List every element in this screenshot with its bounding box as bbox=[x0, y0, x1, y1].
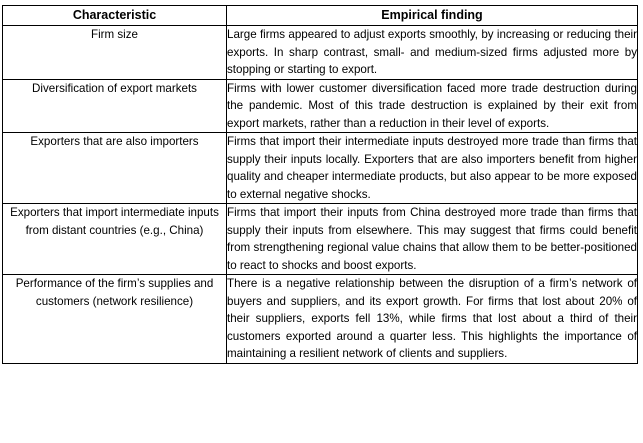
characteristic-cell: Exporters that are also importers bbox=[3, 133, 227, 204]
finding-cell: Large firms appeared to adjust exports smoothly, by increasing or reducing their exports. In sharp contrast, small- and medium-sized firms adjusted more by stopping or starting to export. bbox=[227, 26, 638, 80]
table-row bbox=[3, 79, 638, 133]
table-body bbox=[3, 26, 638, 364]
finding-cell: There is a negative relationship between the disruption of a firm’s network of buyers and suppliers, and its export growth. For firms that lost about 20% of their suppliers, exports fell 13%, while firms that lost about a third of their customers exported around a quarter less. This highlights the importance of maintaining a resilient network of clients and suppliers. bbox=[227, 275, 638, 364]
table-row bbox=[3, 275, 638, 364]
characteristic-cell: Firm size bbox=[3, 26, 227, 80]
header-characteristic: Characteristic bbox=[3, 6, 227, 26]
characteristic-cell: Exporters that import intermediate inputs from distant countries (e.g., China) bbox=[3, 204, 227, 275]
finding-cell: Firms with lower customer diversification faced more trade destruction during the pandemic. Most of this trade destruction is explained by their exit from export markets, rather than a reduction in their level of exports. bbox=[227, 79, 638, 133]
header-empirical-finding: Empirical finding bbox=[227, 6, 638, 26]
table-row bbox=[3, 133, 638, 204]
table-header bbox=[3, 6, 638, 26]
finding-cell: Firms that import their inputs from China destroyed more trade than firms that supply their inputs from elsewhere. This may suggest that firms could benefit from strengthening regional value chains that allow them to be better-positioned to react to shocks and boost exports. bbox=[227, 204, 638, 275]
header-row bbox=[3, 6, 638, 26]
characteristic-cell: Performance of the firm’s supplies and customers (network resilience) bbox=[3, 275, 227, 364]
finding-cell: Firms that import their intermediate inputs destroyed more trade than firms that supply their inputs locally. Exporters that are also importers benefit from higher quality and cheaper intermediate products, but also appear to be more exposed to external negative shocks. bbox=[227, 133, 638, 204]
findings-table bbox=[2, 5, 638, 364]
table-row bbox=[3, 26, 638, 80]
characteristic-cell: Diversification of export markets bbox=[3, 79, 227, 133]
table-row bbox=[3, 204, 638, 275]
